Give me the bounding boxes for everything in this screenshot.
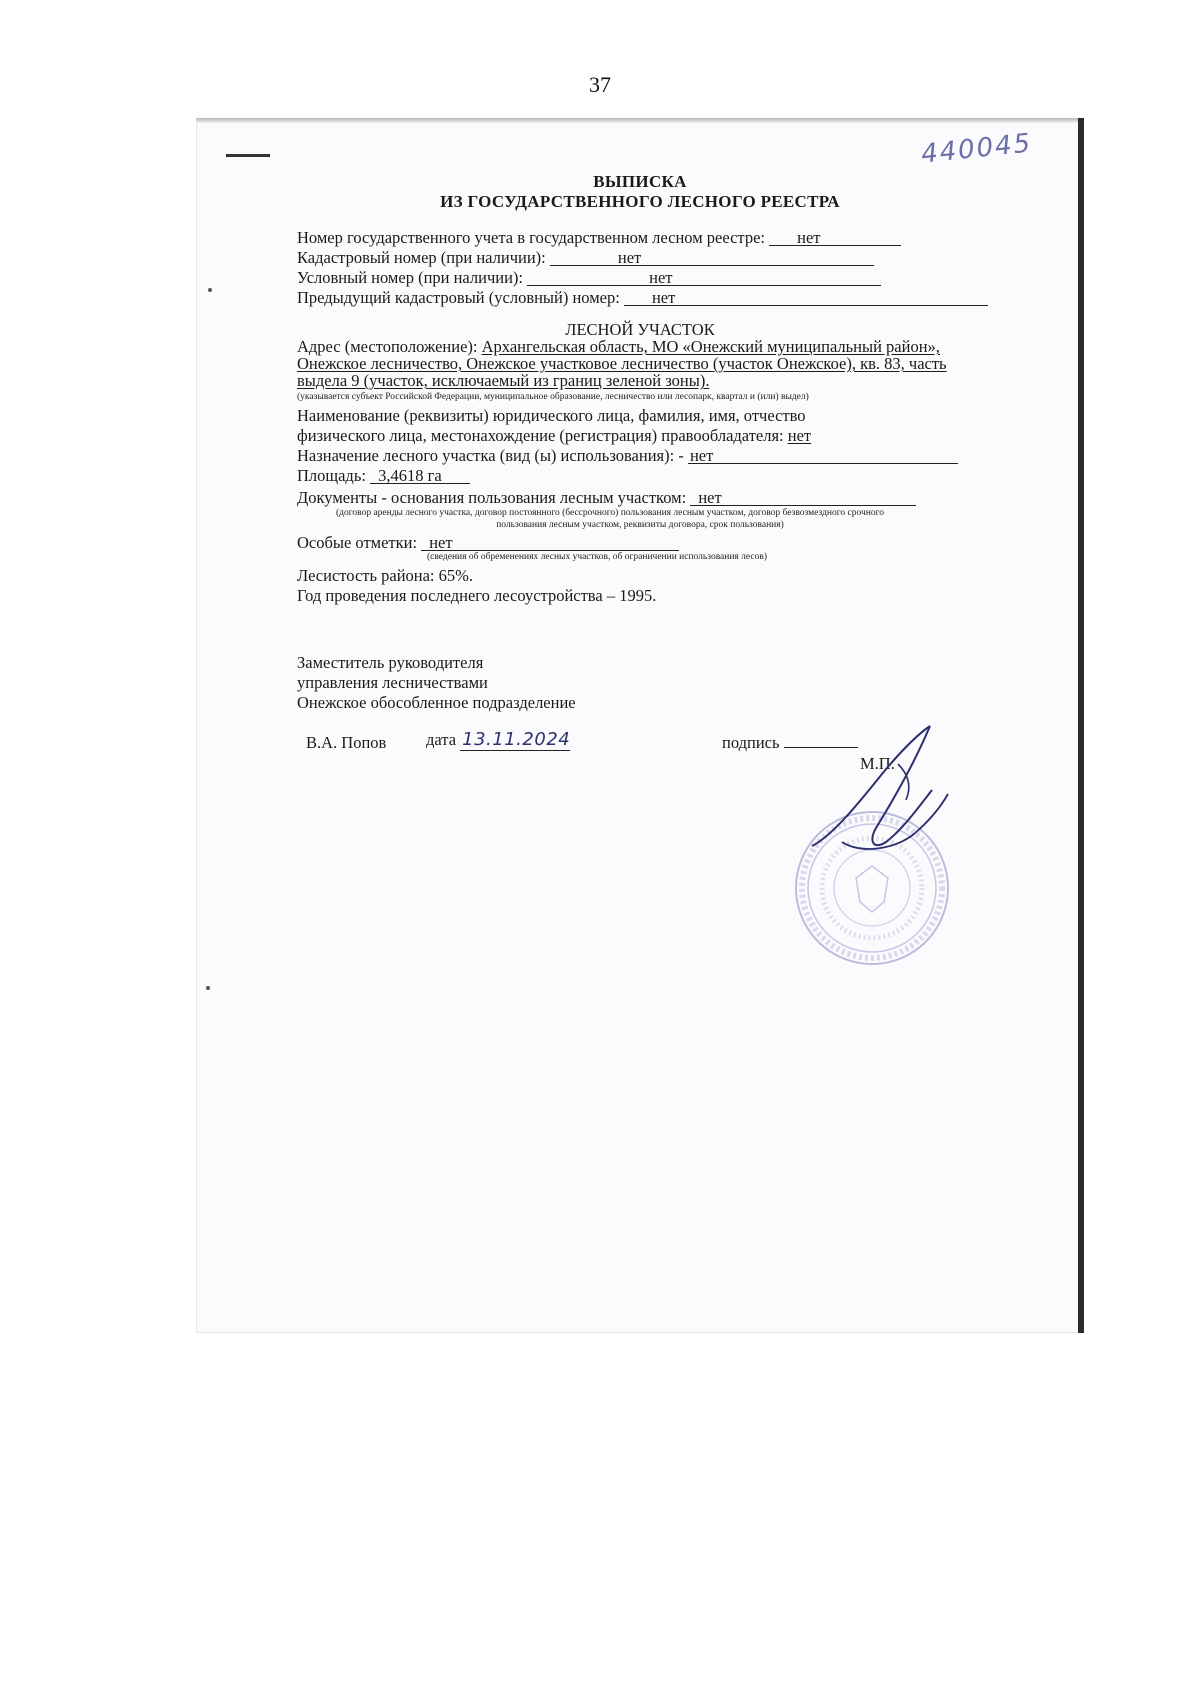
state-record-row bbox=[297, 228, 901, 248]
owner-row bbox=[297, 426, 811, 446]
purpose-value: нет bbox=[689, 446, 714, 465]
margin-dash-mark bbox=[226, 154, 270, 157]
previous-value: нет bbox=[651, 288, 676, 307]
address-line-2: Онежское лесничество, Онежское участковое лесничество (участок Онежское), кв. 83, часть bbox=[297, 354, 947, 373]
documents-note-line-2: пользования лесным участком, реквизиты договора, срок пользования) bbox=[496, 520, 784, 530]
conditional-value: нет bbox=[649, 268, 673, 287]
date-label: дата bbox=[426, 730, 457, 749]
margin-dot bbox=[208, 288, 212, 292]
owner-value: нет bbox=[787, 426, 812, 445]
state-record-value: нет bbox=[797, 228, 821, 247]
scan-top-edge bbox=[196, 118, 1084, 123]
documents-note-line-1: (договор аренды лесного участка, договор постоянного (бессрочного) пользования лесным участком, договор безвозмездного срочного bbox=[336, 508, 885, 518]
handwritten-number: 440045 bbox=[919, 128, 1034, 170]
cadastral-row bbox=[297, 248, 874, 268]
documents-field bbox=[690, 490, 916, 506]
documents-row bbox=[297, 488, 916, 508]
special-value: нет bbox=[429, 533, 453, 552]
previous-label: Предыдущий кадастровый (условный) номер: bbox=[297, 288, 620, 307]
signature-icon bbox=[802, 724, 962, 864]
cadastral-value: нет bbox=[617, 248, 642, 267]
previous-field bbox=[624, 290, 988, 306]
address-line-1: Архангельская область, МО «Онежский муниципальный район», bbox=[481, 337, 940, 356]
signatory-line-3: Онежское обособленное подразделение bbox=[297, 693, 576, 712]
special-note: (сведения об обременениях лесных участков, об ограничении использования лесов) bbox=[427, 552, 767, 562]
document-title: ВЫПИСКА bbox=[593, 172, 687, 191]
area-row bbox=[297, 466, 470, 486]
area-label: Площадь: bbox=[297, 466, 366, 485]
signatory-name: В.А. Попов bbox=[306, 733, 387, 752]
address-line-3: выдела 9 (участок, исключаемый из границ зеленой зоны). bbox=[297, 371, 710, 390]
conditional-row bbox=[297, 268, 881, 288]
date-value: 13.11.2024 bbox=[462, 729, 571, 750]
last-inventory: Год проведения последнего лесоустройства – 1995. bbox=[297, 586, 657, 605]
cadastral-label: Кадастровый номер (при наличии): bbox=[297, 248, 546, 267]
date-row bbox=[426, 730, 570, 751]
section-title: ЛЕСНОЙ УЧАСТОК bbox=[565, 320, 715, 339]
state-record-label: Номер государственного учета в государственном лесном реестре: bbox=[297, 228, 765, 247]
signatory-line-1: Заместитель руководителя bbox=[297, 653, 484, 672]
special-row bbox=[297, 533, 679, 553]
purpose-field bbox=[688, 448, 958, 464]
scanned-document bbox=[196, 118, 1084, 1333]
margin-dot bbox=[206, 986, 210, 990]
seal-label: М.П. bbox=[860, 754, 895, 773]
special-label: Особые отметки: bbox=[297, 533, 418, 552]
signature-label: подпись bbox=[722, 733, 780, 752]
address-note: (указывается субъект Российской Федерации, муниципальное образование, лесничество или лесопарк, квартал и (или) выдел) bbox=[297, 392, 809, 402]
owner-label: физического лица, местонахождение (регистрация) правообладателя: bbox=[297, 426, 784, 445]
cadastral-field bbox=[550, 250, 874, 266]
date-field bbox=[460, 730, 570, 751]
purpose-label: Назначение лесного участка (вид (ы) использования): - bbox=[297, 446, 684, 465]
purpose-row bbox=[297, 446, 958, 466]
owner-line-1: Наименование (реквизиты) юридического лица, фамилия, имя, отчество bbox=[297, 406, 806, 425]
special-field bbox=[421, 535, 679, 551]
conditional-label: Условный номер (при наличии): bbox=[297, 268, 524, 287]
signatory-line-2: управления лесничествами bbox=[297, 673, 488, 692]
previous-row bbox=[297, 288, 988, 308]
documents-label: Документы - основания пользования лесным участком: bbox=[297, 488, 687, 507]
state-record-field bbox=[769, 230, 901, 246]
address-label: Адрес (местоположение): bbox=[297, 337, 478, 356]
document-subtitle: ИЗ ГОСУДАРСТВЕННОГО ЛЕСНОГО РЕЕСТРА bbox=[440, 192, 840, 211]
scan-right-edge bbox=[1078, 118, 1084, 1333]
conditional-field bbox=[527, 270, 881, 286]
forest-cover: Лесистость района: 65%. bbox=[297, 566, 474, 585]
area-field bbox=[370, 468, 470, 484]
page-number: 37 bbox=[589, 72, 611, 97]
documents-value: нет bbox=[698, 488, 722, 507]
area-value: 3,4618 га bbox=[378, 466, 442, 485]
